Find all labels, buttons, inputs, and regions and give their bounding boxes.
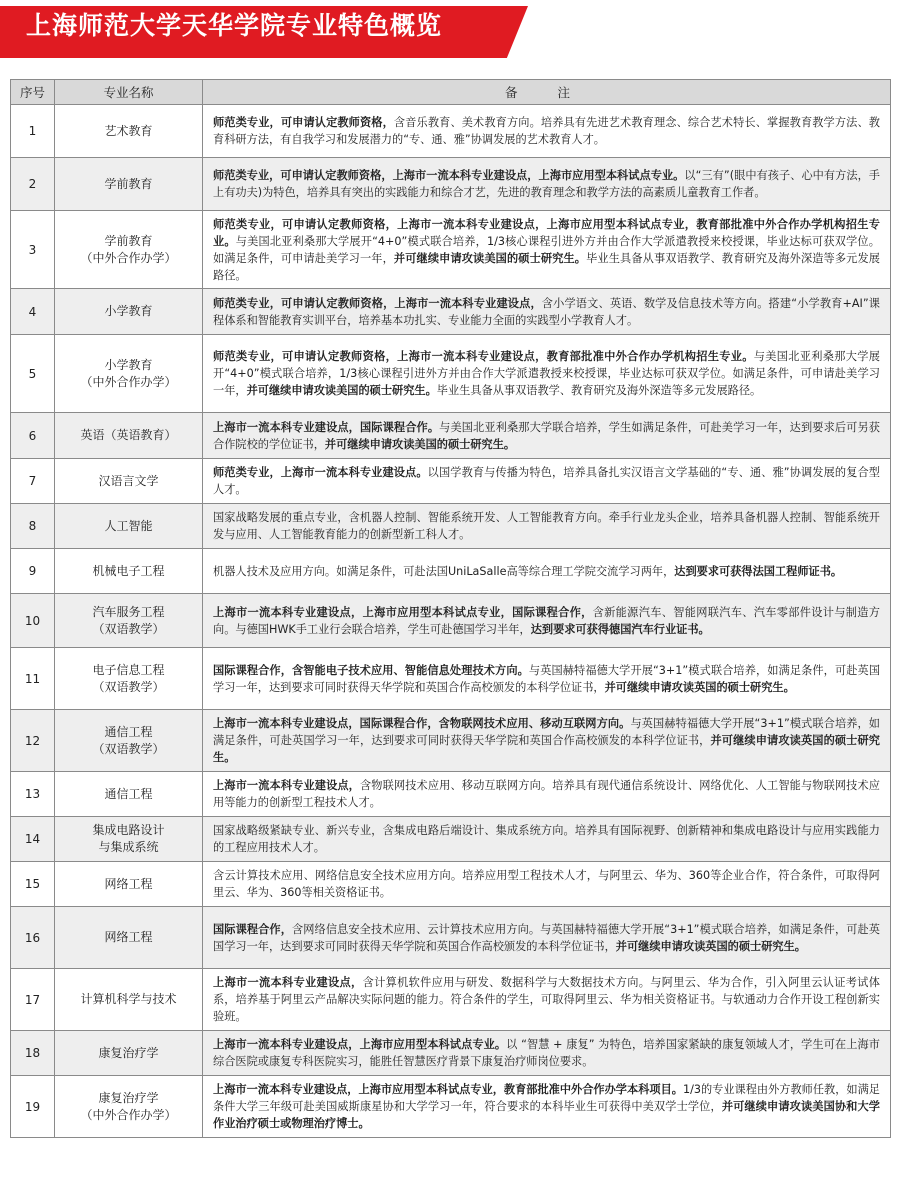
row-number: 6 [11, 413, 55, 459]
major-name-cell [55, 1031, 203, 1076]
row-number: 3 [11, 211, 55, 289]
row-number: 15 [11, 862, 55, 907]
major-name: 网络工程 [104, 876, 153, 891]
major-note [203, 969, 891, 1031]
table-row [11, 594, 891, 648]
major-note [203, 459, 891, 504]
major-name: 艺术教育 [104, 123, 153, 138]
note-text: 含新能源汽车、智能网联汽车、汽车零部件设计与制造方向。与德国HWK手工业行会联合培养，学生可赴德国学习半年， [213, 605, 880, 636]
major-name-cell [55, 594, 203, 648]
note-highlight: 并可继续申请攻读美国协和大学作业治疗硕士或物理治疗博士。 [213, 1100, 880, 1130]
major-name-cell [55, 158, 203, 211]
note-text: 与英国赫特福德大学开展“3+1”模式联合培养，如满足条件，可赴英国学习一年，达到要求可同时获得天华学院和英国合作高校颁发的本科学位证书， [213, 717, 880, 747]
major-note [203, 549, 891, 594]
note-text: 含物联网技术应用、移动互联网方向。培养具有现代通信系统设计、网络优化、人工智能与物联网技术应用等能力的创新型工程技术人才。 [213, 779, 880, 809]
row-number: 14 [11, 817, 55, 862]
major-note [203, 335, 891, 413]
table-row [11, 335, 891, 413]
table-row [11, 504, 891, 549]
note-highlight: 师范类专业，可申请认定教师资格， [213, 116, 394, 129]
major-name: 计算机科学与技术 [80, 992, 177, 1006]
major-name-cell [55, 907, 203, 969]
note-highlight: 并可继续申请攻读美国的硕士研究生。 [393, 251, 587, 265]
major-subtitle: （中外合作办学） [80, 1107, 177, 1122]
note-text: 国家战略级紧缺专业、新兴专业，含集成电路后端设计、集成系统方向。培养具有国际视野、创新精神和集成电路设计与应用实践能力的工程应用技术人才。 [213, 824, 880, 854]
note-highlight: 达到要求可获得德国汽车行业证书。 [530, 622, 710, 636]
major-subtitle: （双语教学） [92, 679, 165, 694]
major-note [203, 594, 891, 648]
note-highlight: 达到要求可获得法国工程师证书。 [674, 564, 843, 578]
note-highlight: 师范类专业，可申请认定教师资格，上海市一流本科专业建设点，教育部批准中外合作办学机构招生专业。 [213, 350, 754, 363]
major-name: 集成电路设计 [92, 823, 165, 837]
note-highlight: 上海市一流本科专业建设点，上海市应用型本科试点专业，教育部批准中外合作办学本科项目。 [213, 1083, 683, 1096]
major-name: 小学教育 [104, 304, 153, 318]
row-number: 13 [11, 772, 55, 817]
note-highlight: 国际课程合作，含智能电子技术应用、智能信息处理技术方向。 [213, 663, 529, 677]
note-highlight: 并可继续申请攻读美国的硕士研究生。 [246, 384, 437, 397]
note-text: 含音乐教育、美术教育方向。培养具有先进艺术教育理念、综合艺术特长、掌握教育教学方法、教育科研方法，有自我学习和发展潜力的“专、通、雅”协调发展的艺术教育人才。 [213, 116, 880, 146]
major-name-cell [55, 817, 203, 862]
major-subtitle: （中外合作办学） [80, 374, 177, 389]
row-number: 12 [11, 710, 55, 772]
note-text: 与美国北亚利桑那大学展开“4+0”模式联合培养，1/3核心课程引进外方并由合作大学派遣教授来校授课，毕业达标可获双学位。如满足条件，可申请赴美学习一年， [213, 350, 880, 397]
major-note [203, 817, 891, 862]
major-name: 小学教育 [104, 357, 153, 372]
major-note [203, 648, 891, 710]
table-row [11, 211, 891, 289]
note-highlight: 上海市一流本科专业建设点，国际课程合作。 [213, 420, 440, 434]
major-name-cell [55, 969, 203, 1031]
note-text: 与美国北亚利桑那大学联合培养，学生如满足条件，可赴美学习一年，达到要求后可另获合作院校的学位证书， [213, 420, 880, 451]
major-name-cell [55, 1076, 203, 1138]
note-highlight: 上海市一流本科专业建设点， [213, 779, 360, 792]
column-header-no: 序号 [11, 80, 55, 105]
table-header-row [11, 80, 891, 105]
column-header-notes: 备 注 [203, 80, 891, 105]
note-text: 1/3的专业课程由外方教师任教，如满足条件大学三年级可赴美国威斯康星协和大学学习一年，符合要求的本科毕业生可获得中美双学士学位， [213, 1083, 880, 1113]
major-subtitle: （双语教学） [92, 621, 165, 636]
major-name: 网络工程 [104, 930, 153, 944]
table-row [11, 413, 891, 459]
note-text: 机器人技术及应用方向。如满足条件，可赴法国UniLaSalle高等综合理工学院交流学习两年， [213, 564, 675, 578]
table-row [11, 907, 891, 969]
note-text: 含计算机软件应用与研发、数据科学与大数据技术方向。与阿里云、华为合作，引入阿里云认证考试体系，培养基于阿里云产品解决实际问题的能力。符合条件的学生，可取得阿里云、华为相关资格证书。与软通动力合作开设工程创新实验班。 [213, 976, 880, 1023]
note-text: 含云计算技术应用、网络信息安全技术应用方向。培养应用型工程技术人才，与阿里云、华为、360等企业合作，符合条件，可取得阿里云、华为、360等相关资格证书。 [213, 869, 880, 899]
note-highlight: 并可继续申请攻读英国的硕士研究生。 [615, 939, 806, 953]
note-highlight: 上海市一流本科专业建设点， [213, 976, 363, 989]
major-name-cell [55, 862, 203, 907]
note-highlight: 国际课程合作， [213, 922, 292, 936]
table-row [11, 105, 891, 158]
note-highlight: 上海市一流本科专业建设点，上海市应用型本科试点专业。 [213, 1038, 507, 1051]
major-note [203, 710, 891, 772]
table-row [11, 969, 891, 1031]
major-name-cell [55, 549, 203, 594]
major-note [203, 862, 891, 907]
table-row [11, 158, 891, 211]
row-number: 8 [11, 504, 55, 549]
major-note [203, 211, 891, 289]
major-name-cell [55, 710, 203, 772]
major-name-cell [55, 105, 203, 158]
page-title: 上海师范大学天华学院专业特色概览 [26, 11, 443, 40]
major-note [203, 907, 891, 969]
row-number: 11 [11, 648, 55, 710]
note-highlight: 师范类专业，上海市一流本科专业建设点。 [213, 466, 428, 479]
note-highlight: 师范类专业，可申请认定教师资格，上海市一流本科专业建设点，上海市应用型本科试点专业，教育部批准中外合作办学机构招生专业。 [213, 217, 880, 248]
note-text: 与英国赫特福德大学开展“3+1”模式联合培养，如满足条件，可赴英国学习一年，达到要求可同时获得天华学院和英国合作高校颁发的本科学位证书， [213, 663, 881, 694]
major-note [203, 772, 891, 817]
table-row [11, 648, 891, 710]
major-name: 人工智能 [104, 518, 153, 533]
row-number: 9 [11, 549, 55, 594]
major-note [203, 413, 891, 459]
note-text: 以“三有”(眼中有孩子、心中有方法，手上有功夫)为特色，培养具有突出的实践能力和综合才艺，先进的教育理念和教学方法的高素质儿童教育工作者。 [213, 169, 880, 199]
table-row [11, 459, 891, 504]
table-row [11, 862, 891, 907]
note-text: 毕业生具备从事双语教学、教育研究及海外深造等多元发展路径。 [436, 384, 762, 397]
major-name: 英语（英语教育） [80, 428, 177, 442]
note-highlight: 并可继续申请攻读英国的硕士研究生。 [604, 680, 795, 694]
major-subtitle: （双语教学） [92, 741, 165, 756]
table-row [11, 817, 891, 862]
major-name: 通信工程 [104, 786, 153, 801]
major-name-cell [55, 504, 203, 549]
note-text: 含小学语文、英语、数学及信息技术等方向。搭建“小学教育+AI”课程体系和智能教育实训平台，培养基本功扎实、专业能力全面的实践型小学教育人才。 [213, 296, 880, 327]
column-header-major: 专业名称 [55, 80, 203, 105]
table-row [11, 1031, 891, 1076]
note-text: 以国学教育与传播为特色，培养具备扎实汉语言文学基础的“专、通、雅”协调发展的复合型人才。 [213, 466, 880, 496]
major-name-cell [55, 211, 203, 289]
row-number: 5 [11, 335, 55, 413]
row-number: 10 [11, 594, 55, 648]
row-number: 4 [11, 289, 55, 335]
table-row [11, 710, 891, 772]
major-name-cell [55, 335, 203, 413]
note-highlight: 师范类专业，可申请认定教师资格，上海市一流本科专业建设点， [213, 296, 542, 310]
major-note [203, 105, 891, 158]
table-row [11, 1076, 891, 1138]
row-number: 18 [11, 1031, 55, 1076]
row-number: 17 [11, 969, 55, 1031]
note-highlight: 并可继续申请攻读美国的硕士研究生。 [324, 437, 516, 451]
major-name: 康复治疗学 [98, 1045, 159, 1060]
row-number: 2 [11, 158, 55, 211]
note-highlight: 上海市一流本科专业建设点，上海市应用型本科试点专业，国际课程合作， [213, 605, 593, 619]
note-highlight: 上海市一流本科专业建设点，国际课程合作，含物联网技术应用、移动互联网方向。 [213, 717, 631, 730]
major-note [203, 158, 891, 211]
note-highlight: 并可继续申请攻读英国的硕士研究生。 [213, 734, 880, 764]
major-note [203, 1031, 891, 1076]
row-number: 19 [11, 1076, 55, 1138]
major-name: 学前教育 [104, 233, 153, 248]
major-name-cell [55, 459, 203, 504]
major-note [203, 1076, 891, 1138]
note-text: 国家战略发展的重点专业，含机器人控制、智能系统开发、人工智能教育方向。牵手行业龙头企业，培养具备机器人控制、智能系统开发与应用、人工智能教育能力的创新型新工科人才。 [213, 511, 880, 541]
note-text: 以 “智慧 + 康复” 为特色，培养国家紧缺的康复领域人才，学生可在上海市综合医院或康复专科医院实习，能胜任智慧医疗背景下康复治疗师岗位要求。 [213, 1038, 880, 1068]
major-name: 机械电子工程 [92, 563, 165, 578]
major-note [203, 289, 891, 335]
row-number: 1 [11, 105, 55, 158]
note-text: 与美国北亚利桑那大学展开“4+0”模式联合培养，1/3核心课程引进外方并由合作大学派遣教授来校授课，毕业达标可获双学位。如满足条件，可申请赴美学习一年， [213, 234, 880, 265]
major-name: 电子信息工程 [92, 662, 165, 677]
major-name: 汽车服务工程 [92, 604, 165, 619]
note-text: 含网络信息安全技术应用、云计算技术应用方向。与英国赫特福德大学开展“3+1”模式联合培养，如满足条件，可赴英国学习一年，达到要求可同时获得天华学院和英国合作高校颁发的本科学位证书， [213, 922, 880, 953]
major-name-cell [55, 772, 203, 817]
major-name-cell [55, 413, 203, 459]
major-note [203, 504, 891, 549]
major-subtitle: （中外合作办学） [80, 250, 177, 265]
row-number: 16 [11, 907, 55, 969]
major-name: 学前教育 [104, 176, 153, 191]
table-row [11, 289, 891, 335]
major-name: 汉语言文学 [98, 473, 159, 488]
table-row [11, 549, 891, 594]
major-name: 康复治疗学 [98, 1090, 159, 1105]
note-text: 毕业生具备从事双语教学、教育研究及海外深造等多元发展路径。 [213, 251, 880, 282]
majors-table [10, 79, 891, 1138]
major-name: 通信工程 [104, 724, 153, 739]
major-name-cell [55, 289, 203, 335]
note-highlight: 师范类专业，可申请认定教师资格，上海市一流本科专业建设点，上海市应用型本科试点专业。 [213, 169, 685, 182]
table-row [11, 772, 891, 817]
major-subtitle: 与集成系统 [98, 840, 159, 854]
major-name-cell [55, 648, 203, 710]
row-number: 7 [11, 459, 55, 504]
